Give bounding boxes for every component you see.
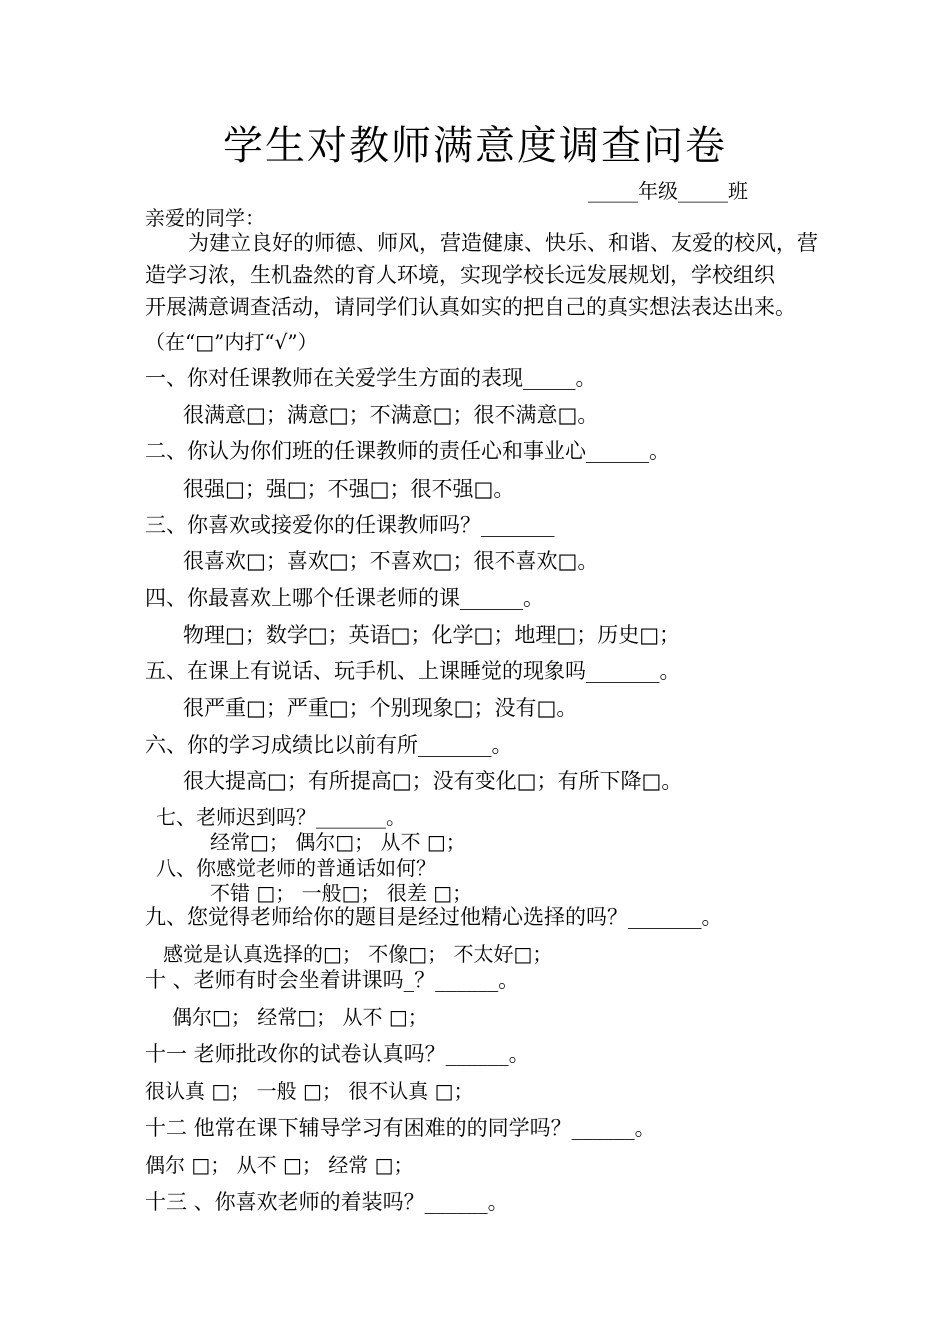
question-3-options: 很喜欢□；喜欢□；不喜欢□；很不喜欢□。 [183, 549, 599, 573]
question-8: 八、你感觉老师的普通话如何？ [156, 856, 436, 880]
class-grade-line: _____年级_____班 [588, 179, 748, 203]
question-2-options: 很强□；强□；不强□；很不强□。 [183, 477, 515, 501]
intro-line-2: 造学习浓，生机盎然的育人环境，实现学校长远发展规划，学校组织 [145, 263, 775, 287]
instruction: （在“□”内打“√”） [145, 330, 318, 354]
question-7: 七、老师迟到吗？_______。 [156, 805, 406, 829]
question-12: 十二 他常在课下辅导学习有困难的的同学吗？______。 [145, 1116, 656, 1140]
question-5-options: 很严重□；严重□；个别现象□；没有□。 [183, 696, 578, 720]
question-1: 一、你对任课教师在关爱学生方面的表现_____。 [145, 366, 597, 390]
intro-line-1: 为建立良好的师德、师风，营造健康、快乐、和谐、友爱的校风，营 [188, 231, 818, 255]
intro-line-3: 开展满意调查活动，请同学们认真如实的把自己的真实想法表达出来。 [145, 295, 796, 319]
question-11-options: 很认真 □； 一般 □； 很不认真 □； [145, 1079, 474, 1103]
question-2: 二、你认为你们班的任课教师的责任心和事业心______。 [145, 439, 670, 463]
question-8-options: 不错 □； 一般□； 很差 □； [210, 881, 473, 905]
question-4-options: 物理□；数学□；英语□；化学□；地理□；历史□； [183, 623, 681, 647]
question-7-options: 经常□； 偶尔□； 从不 □； [210, 830, 466, 854]
question-13: 十三 、你喜欢老师的着装吗？______。 [145, 1190, 509, 1214]
question-6-options: 很大提高□；有所提高□；没有变化□；有所下降□。 [183, 769, 683, 793]
question-6: 六、你的学习成绩比以前有所_______。 [145, 733, 513, 757]
question-9: 九、您觉得老师给你的题目是经过他精心选择的吗？_______。 [145, 905, 723, 929]
question-4: 四、你最喜欢上哪个任课老师的课______。 [145, 586, 544, 610]
question-3: 三、你喜欢或接爱你的任课教师吗？_______ [145, 513, 555, 537]
question-10: 十 、老师有时会坐着讲课吗_？______。 [145, 968, 520, 992]
document-title: 学生对教师满意度调查问卷 [223, 123, 727, 169]
question-11: 十一 老师批改你的试卷认真吗？______。 [145, 1042, 530, 1066]
question-1-options: 很满意□；满意□；不满意□；很不满意□。 [183, 403, 599, 427]
greeting: 亲爱的同学： [145, 206, 265, 230]
question-12-options: 偶尔 □； 从不 □； 经常 □； [145, 1153, 414, 1177]
question-10-options: 偶尔□； 经常□； 从不 □； [172, 1005, 428, 1029]
question-5: 五、在课上有说话、玩手机、上课睡觉的现象吗_______。 [145, 659, 681, 683]
question-9-options: 感觉是认真选择的□； 不像□； 不太好□； [163, 942, 553, 966]
